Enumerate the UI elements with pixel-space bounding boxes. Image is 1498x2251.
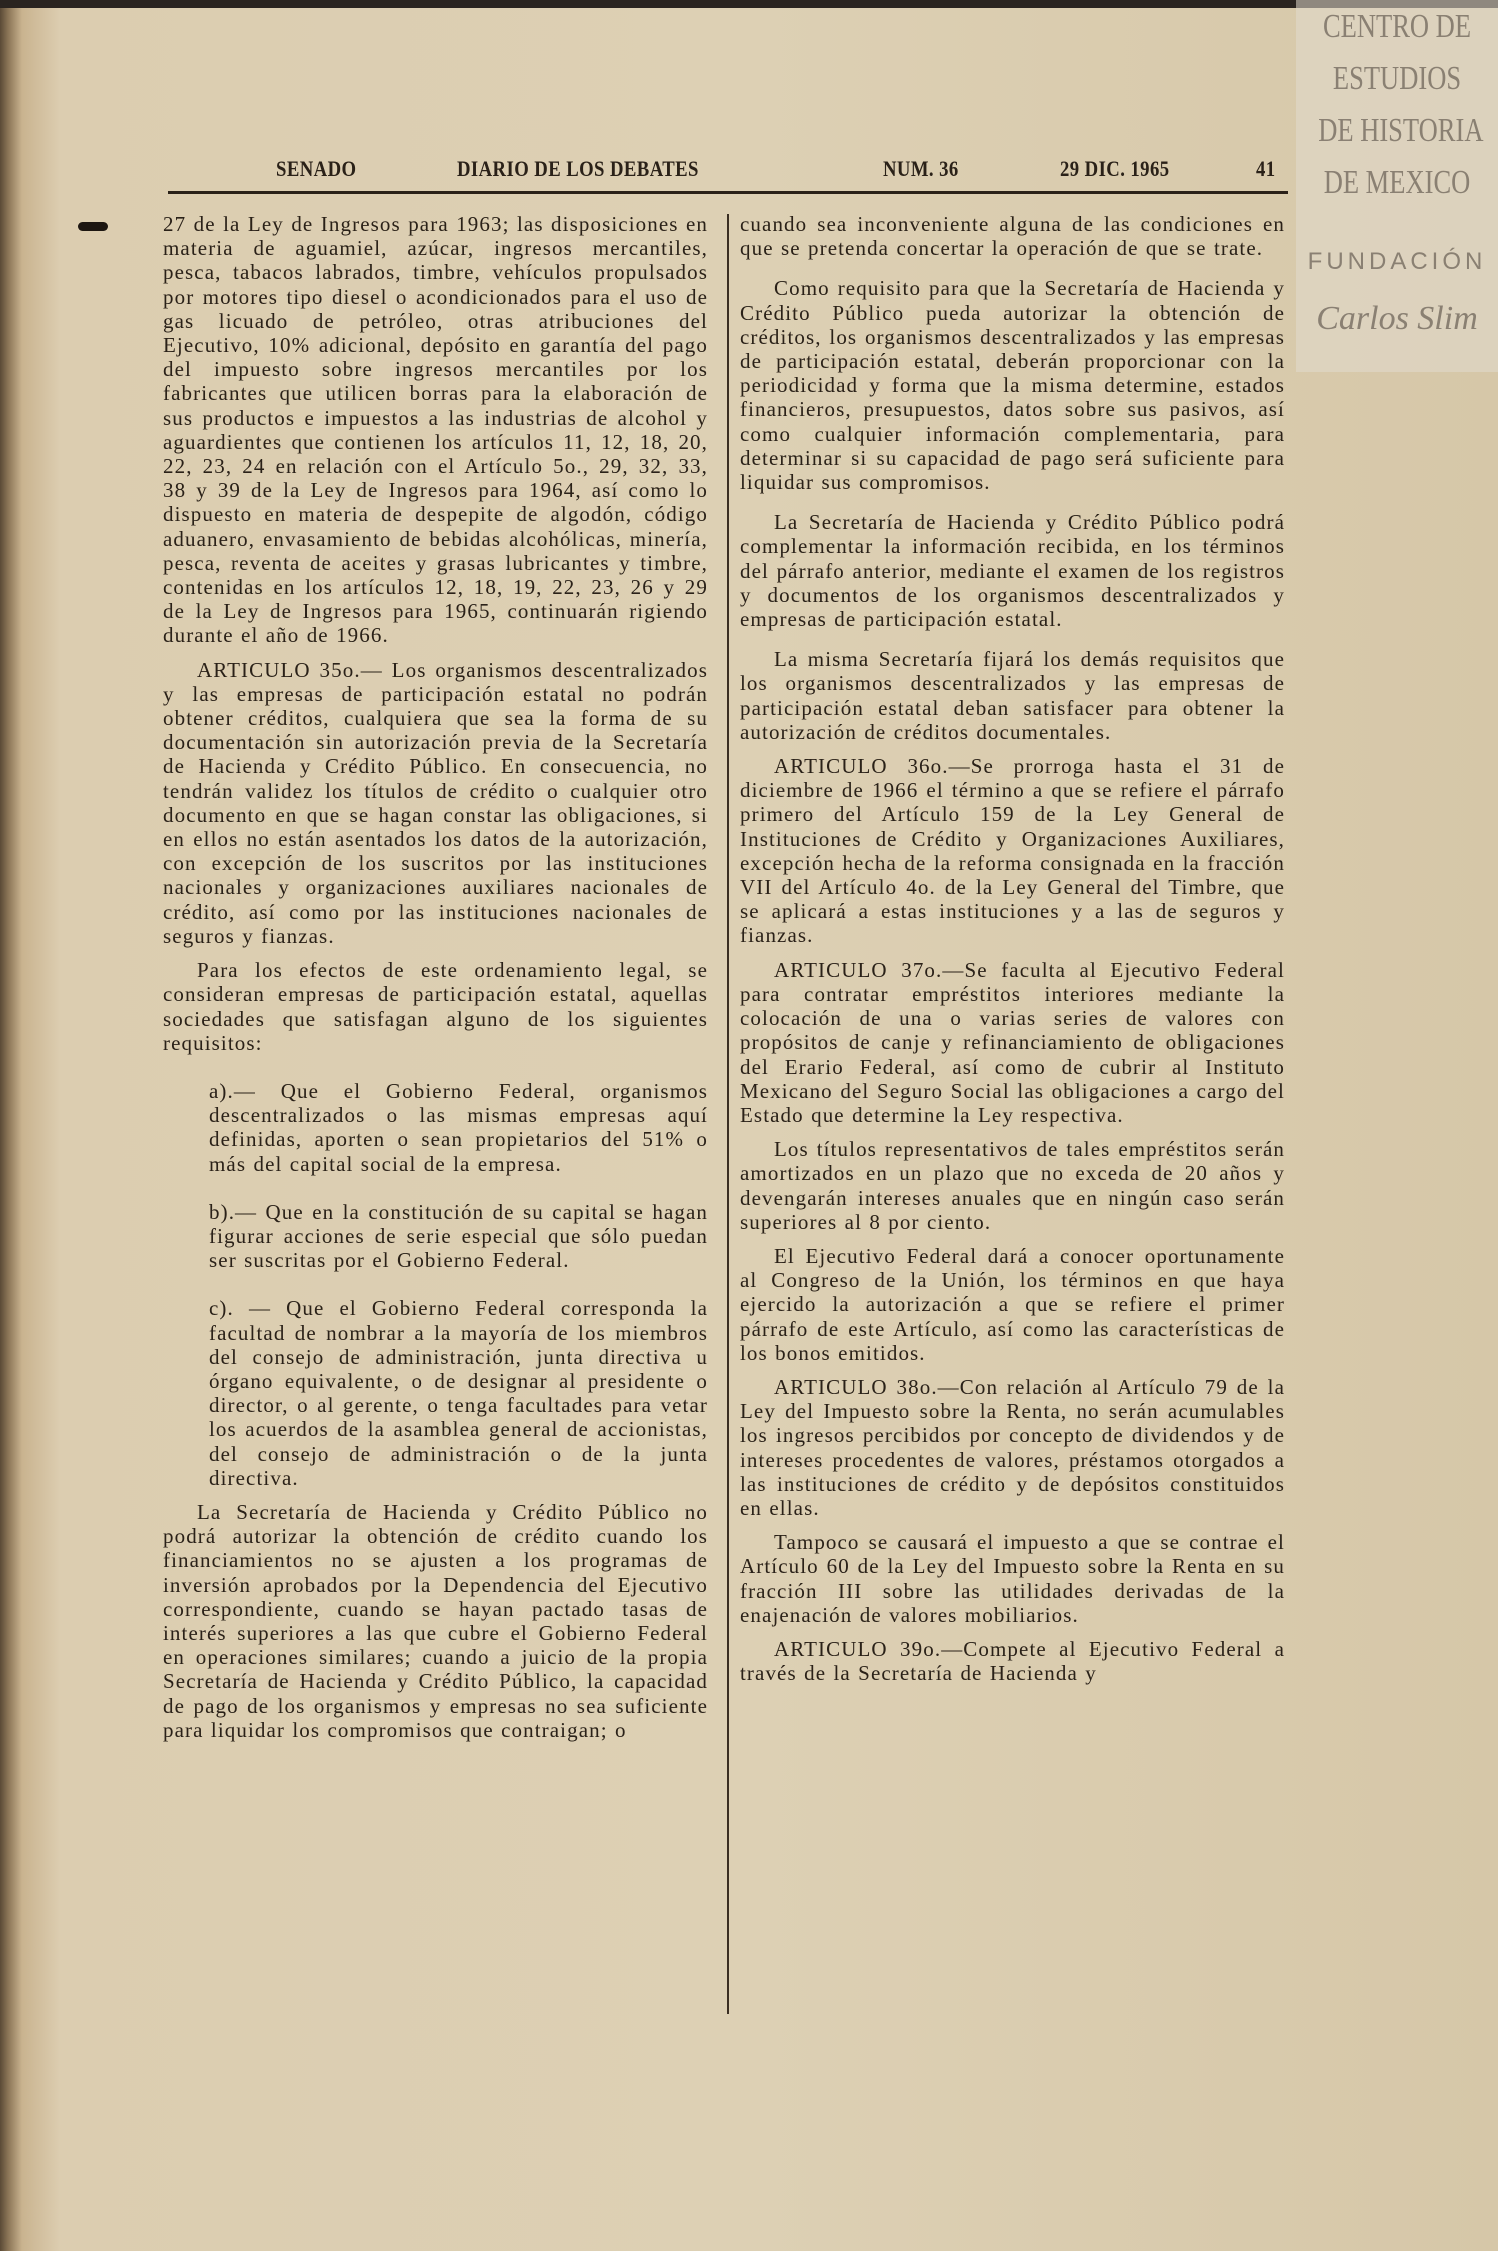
paragraph: ARTICULO 39o.—Compete al Ejecutivo Federal a través de la Secretaría de Hacienda y bbox=[740, 1636, 1285, 1686]
paragraph: ARTICULO 38o.—Con relación al Artículo 79 de la Ley del Impuesto sobre la Renta, no serán acumulables los ingresos percibidos por concepto de dividendos y de intereses procedentes de valores, préstamos otorgados a las instituciones de crédito y de depósitos constituidos en ellas. bbox=[740, 1374, 1285, 1520]
right-column bbox=[740, 212, 1285, 1695]
paragraph: La Secretaría de Hacienda y Crédito Público podrá complementar la información recibida, en los términos del párrafo anterior, mediante el examen de los registros y documentos de los organismos descentralizados y empresas de participación estatal. bbox=[740, 510, 1285, 632]
header-number: NUM. 36 bbox=[883, 156, 959, 181]
paragraph: ARTICULO 36o.—Se prorroga hasta el 31 de diciembre de 1966 el término a que se refiere el párrafo primero del Artículo 159 de la Ley General de Instituciones de Crédito y Organizaciones Auxiliares, excepción hecha de la reforma consignada en la fracción VII del Artículo 4o. de la Ley General del Timbre, que se aplicará a estas instituciones y a las de seguros y fianzas. bbox=[740, 754, 1285, 948]
paragraph: Los títulos representativos de tales empréstitos serán amortizados en un plazo que no exceda de 20 años y devengarán intereses anuales que en ningún caso serán superiores al 8 por ciento. bbox=[740, 1137, 1285, 1234]
list-item: a).— Que el Gobierno Federal, organismos descentralizados o las mismas empresas aquí definidas, aporten o sean propietarios del 51% o más del capital social de la empresa. bbox=[209, 1078, 708, 1176]
list-item: b).— Que en la constitución de su capital se hagan figurar acciones de serie especial que sólo puedan ser suscritas por el Gobierno Federal. bbox=[209, 1199, 708, 1273]
paragraph: La Secretaría de Hacienda y Crédito Público no podrá autorizar la obtención de crédito cuando los financiamientos no se ajusten a los programas de inversión aprobados por la Dependencia del Ejecutivo correspondiente, cuando se hayan pactado tasas de interés superiores a las que cubre el Gobierno Federal en operaciones similares; cuando a juicio de la propia Secretaría de Hacienda y Crédito Público, la capacidad de pago de los organismos y empresas no sea suficiente para liquidar los compromisos que contraigan; o bbox=[163, 1499, 708, 1742]
paragraph: Para los efectos de este ordenamiento legal, se consideran empresas de participación estatal, aquellas sociedades que satisfagan alguno de los siguientes requisitos: bbox=[163, 958, 708, 1055]
page-header bbox=[160, 152, 1290, 186]
watermark-line: DE MEXICO bbox=[1323, 164, 1471, 201]
watermark-line: DE HISTORIA bbox=[1318, 112, 1484, 149]
paragraph: La misma Secretaría fijará los demás requisitos que los organismos descentralizados y las empresas de participación estatal deban satisfacer para obtener la autorización de créditos documentales. bbox=[740, 647, 1285, 744]
page-top-edge bbox=[0, 0, 1498, 8]
margin-mark bbox=[78, 222, 108, 231]
left-column bbox=[163, 212, 708, 1752]
column-divider bbox=[727, 214, 729, 2014]
header-date: 29 DIC. 1965 bbox=[1060, 156, 1170, 181]
paragraph: El Ejecutivo Federal dará a conocer oportunamente al Congreso de la Unión, los términos en que haya ejercido la autorización a que se refiere el primer párrafo de este Artículo, así como las características de los bonos emitidos. bbox=[740, 1243, 1285, 1365]
paragraph: 27 de la Ley de Ingresos para 1963; las disposiciones en materia de aguamiel, azúcar, ingresos mercantiles, pesca, tabacos labrados, timbre, vehículos propulsados por motores tipo diesel o acondicionados para el uso de gas licuado de petróleo, otras atribuciones del Ejecutivo, 10% adicional, depósito en garantía del pago del impuesto sobre ingresos mercantiles por los fabricantes que utilicen borras para la elaboración de sus productos e impuestos a las industrias de alcohol y aguardientes que contienen los artículos 11, 12, 18, 20, 22, 23, 24 en relación con el Artículo 5o., 29, 32, 33, 38 y 39 de la Ley de Ingresos para 1964, así como lo dispuesto en materia de despepite de algodón, código aduanero, envasamiento de bebidas alcohólicas, minería, pesca, reventa de aceites y grasas lubricantes y timbre, contenidas en los artículos 12, 18, 19, 22, 23, 26 y 29 de la Ley de Ingresos para 1965, continuarán rigiendo durante el año de 1966. bbox=[163, 212, 708, 648]
paragraph: cuando sea inconveniente alguna de las condiciones en que se pretenda concertar la operación de que se trate. bbox=[740, 212, 1285, 261]
header-section: SENADO bbox=[276, 156, 357, 181]
watermark bbox=[1296, 0, 1498, 372]
header-rule bbox=[168, 191, 1288, 194]
watermark-line: CENTRO DE bbox=[1322, 8, 1472, 45]
paragraph: Como requisito para que la Secretaría de Hacienda y Crédito Público pueda autorizar la obtención de créditos, los organismos descentralizados y las empresas de participación estatal, deberán proporcionar con la periodicidad y forma que la misma determine, estados financieros, presupuestos, datos sobre sus pasivos, así como cualquier información complementaria, para determinar si su capacidad de pago será suficiente para liquidar sus compromisos. bbox=[740, 276, 1285, 495]
watermark-signature: Carlos Slim bbox=[1316, 300, 1478, 337]
header-publication: DIARIO DE LOS DEBATES bbox=[457, 156, 699, 181]
list-item: c). — Que el Gobierno Federal corresponda la facultad de nombrar a la mayoría de los miembros del consejo de administración, junta directiva u órgano equivalente, o de designar al presidente o director, o al gerente, o tenga facultades para vetar los acuerdos de la asamblea general de accionistas, del consejo de administración o de la junta directiva. bbox=[209, 1296, 708, 1490]
header-page: 41 bbox=[1256, 156, 1276, 181]
paragraph: ARTICULO 37o.—Se faculta al Ejecutivo Federal para contratar empréstitos interiores mediante la colocación de una o varias series de valores con propósitos de canje y refinanciamiento de obligaciones del Erario Federal, así como de cubrir al Instituto Mexicano del Seguro Social las obligaciones a cargo del Estado que determine la Ley respectiva. bbox=[740, 957, 1285, 1127]
watermark-line: ESTUDIOS bbox=[1332, 60, 1462, 97]
watermark-foundation: FUNDACIÓN bbox=[1307, 248, 1487, 275]
paragraph: ARTICULO 35o.— Los organismos descentralizados y las empresas de participación estatal no podrán obtener créditos, cualquiera que sea la forma de su documentación sin autorización previa de la Secretaría de Hacienda y Crédito Público. En consecuencia, no tendrán validez los títulos de crédito o cualquier otro documento en que se hagan constar las obligaciones, si en ellos no están asentados los datos de la autorización, con excepción de los suscritos por las instituciones nacionales y organizaciones auxiliares nacionales de crédito, así como por las instituciones nacionales de seguros y fianzas. bbox=[163, 657, 708, 948]
paragraph: Tampoco se causará el impuesto a que se contrae el Artículo 60 de la Ley del Impuesto sobre la Renta en su fracción III sobre las utilidades derivadas de la enajenación de valores mobiliarios. bbox=[740, 1530, 1285, 1627]
